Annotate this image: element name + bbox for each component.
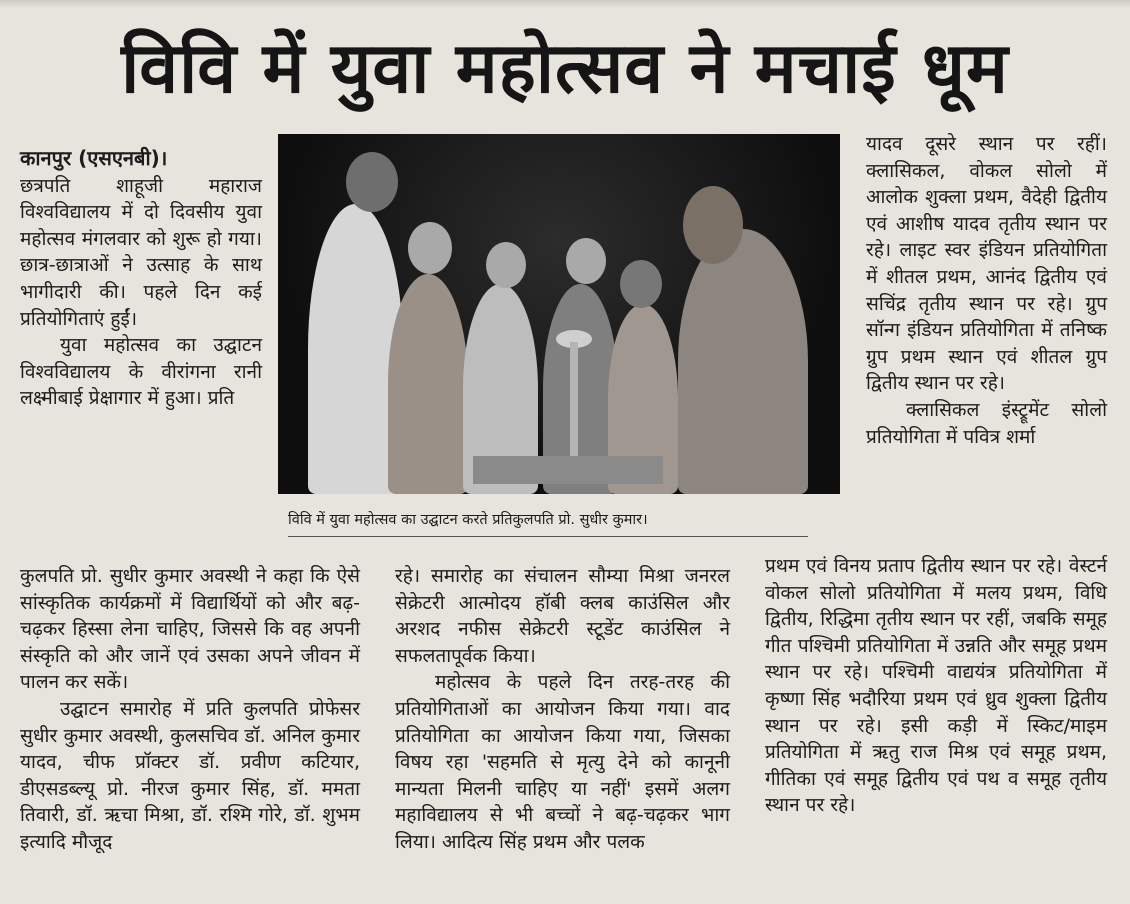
column-3-top bbox=[866, 131, 1107, 450]
lamp-stem bbox=[570, 342, 578, 458]
photo-head-3 bbox=[486, 242, 526, 288]
column-3-paragraph-2-cont: प्रथम एवं विनय प्रताप द्वितीय स्थान पर रहे। वेस्टर्न वोकल सोलो प्रतियोगिता में मलय प्रथम, विधि द्वितीय, रिद्धिमा तृतीय स्थान पर रहीं, जबकि समूह गीत पश्चिमी प्रतियोगिता में उन्नति और समूह प्रथम स्थान पर रहे। पश्चिमी वाद्ययंत्र प्रतियोगिता में कृष्णा सिंह भदौरिया प्रथम एवं ध्रुव शुक्ला द्वितीय स्थान पर रहे। इसी कड़ी में स्किट/माइम प्रतियोगिता में ऋतु राज मिश्र एवं समूह प्रथम, गीतिका एवं समूह द्वितीय एवं पथ व समूह तृतीय स्थान पर रहे। bbox=[765, 555, 1107, 817]
column-1-paragraph-2: युवा महोत्सव का उद्घाटन विश्वविद्यालय के वीरांगना रानी लक्ष्मीबाई प्रेक्षागार में हुआ। प्रति bbox=[20, 334, 262, 410]
column-3-paragraph-1: यादव दूसरे स्थान पर रहीं। क्लासिकल, वोकल सोलो में आलोक शुक्ला प्रथम, वैदेही द्वितीय एवं आशीष यादव तृतीय स्थान पर रहे। लाइट स्वर इंडियन प्रतियोगिता में शीतल प्रथम, आनंद द्वितीय एवं सचिंद्र तृतीय स्थान पर रहे। ग्रुप सॉन्ग इंडियन प्रतियोगिता में तनिष्क ग्रुप प्रथम स्थान एवं शीतल ग्रुप द्वितीय स्थान पर रहे। bbox=[866, 133, 1107, 395]
headline: विवि में युवा महोत्सव ने मचाई धूम bbox=[121, 27, 1009, 109]
column-1-bottom bbox=[20, 563, 360, 856]
cut-edge bbox=[0, 0, 1130, 8]
event-photo bbox=[278, 134, 840, 494]
column-2 bbox=[395, 563, 730, 856]
column-2-paragraph-1: रहे। समारोह का संचालन सौम्या मिश्रा जनरल सेक्रेटरी आत्मोदय हॉबी क्लब काउंसिल और अरशद नफीस सेक्रेटरी स्टूडेंट काउंसिल ने सफलतापूर्वक किया। bbox=[395, 565, 730, 667]
photo-person-2 bbox=[388, 274, 468, 494]
column-1-top bbox=[20, 145, 262, 412]
photo-caption: विवि में युवा महोत्सव का उद्घाटन करते प्रतिकुलपति प्रो. सुधीर कुमार। bbox=[288, 512, 648, 528]
photo-head-2 bbox=[408, 222, 452, 274]
column-1-paragraph-2-cont: कुलपति प्रो. सुधीर कुमार अवस्थी ने कहा कि ऐसे सांस्कृतिक कार्यक्रमों में विद्यार्थियों को और बढ़-चढ़कर हिस्सा लेना चाहिए, जिससे कि वह अपनी संस्कृति को और जानें एवं उसका अपने जीवन में पालन कर सकें। bbox=[20, 565, 360, 694]
column-3-paragraph-2: क्लासिकल इंस्ट्रूमेंट सोलो प्रतियोगिता में पवित्र शर्मा bbox=[866, 398, 1107, 448]
column-1-paragraph-1: छत्रपति शाहूजी महाराज विश्वविद्यालय में दो दिवसीय युवा महोत्सव मंगलवार को शुरू हो गया। छात्र-छात्राओं ने उत्साह के साथ भागीदारी की। पहले दिन कई प्रतियोगिताएं हुईं। bbox=[20, 174, 262, 330]
photo-head-4 bbox=[566, 238, 606, 284]
column-1-paragraph-3: उद्घाटन समारोह में प्रति कुलपति प्रोफेसर सुधीर कुमार अवस्थी, कुलसचिव डॉ. अनिल कुमार यादव, चीफ प्रॉक्टर डॉ. प्रवीण कटियार, डीएसडब्ल्यू प्रो. नीरज कुमार सिंह, डॉ. ममता तिवारी, डॉ. ऋचा मिश्रा, डॉ. रश्मि गोरे, डॉ. शुभम इत्यादि मौजूद bbox=[20, 697, 360, 853]
photo-podium bbox=[473, 456, 663, 484]
column-3-bottom bbox=[765, 553, 1107, 819]
dateline: कानपुर (एसएनबी)। bbox=[20, 146, 168, 170]
photo-person-6 bbox=[678, 229, 808, 494]
photo-head-6 bbox=[683, 186, 743, 264]
photo-head-5 bbox=[620, 260, 662, 308]
photo-head-1 bbox=[346, 152, 398, 212]
caption-rule bbox=[288, 536, 808, 537]
column-2-paragraph-2: महोत्सव के पहले दिन तरह-तरह की प्रतियोगिताओं का आयोजन किया गया। वाद प्रतियोगिता का आयोजन किया गया, जिसका विषय रहा 'सहमति से मृत्यु देने को कानूनी मान्यता मिलनी चाहिए या नहीं' इसमें अलग महाविद्यालय से भी बच्चों ने बढ़-चढ़कर भाग लिया। आदित्य सिंह प्रथम और पलक bbox=[395, 671, 730, 853]
